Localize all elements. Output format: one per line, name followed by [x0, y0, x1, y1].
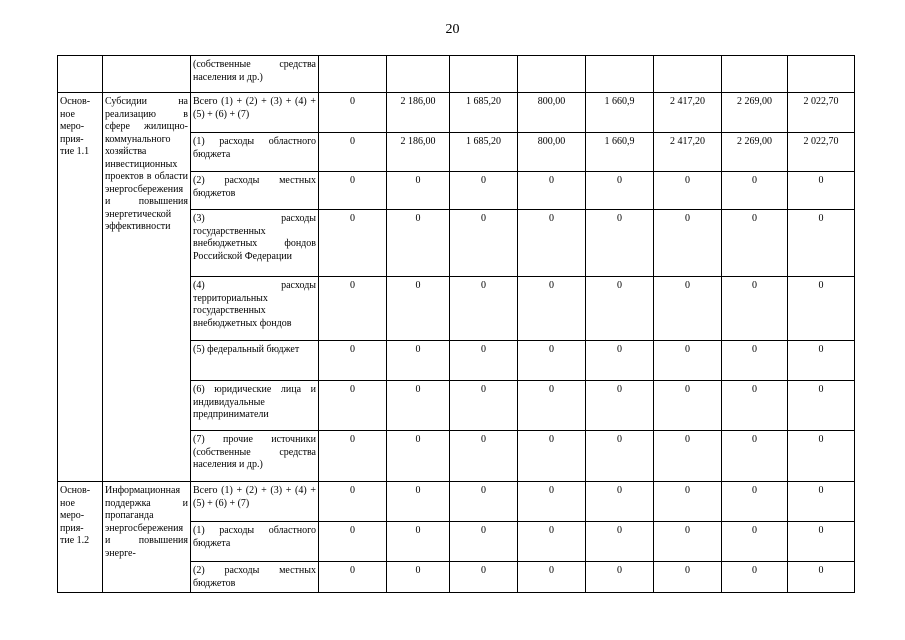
value-cell — [654, 56, 722, 93]
value-cell: 0 — [722, 210, 788, 277]
value-cell: 0 — [654, 210, 722, 277]
value-cell: 0 — [319, 277, 387, 341]
value-cell: 0 — [387, 277, 450, 341]
value-cell: 0 — [518, 210, 586, 277]
value-cell: 0 — [788, 562, 855, 593]
value-cell: 0 — [387, 381, 450, 431]
value-cell: 0 — [450, 562, 518, 593]
measure-code: Основ- ное меро- прия- тие 1.2 — [60, 485, 91, 546]
funding-source-cell: (собственные средства населения и др.) — [191, 56, 319, 93]
empty-cell — [103, 56, 191, 93]
value-cell: 0 — [586, 482, 654, 522]
table-row — [58, 56, 855, 93]
value-cell — [722, 56, 788, 93]
funding-table — [57, 55, 855, 593]
value-cell: 1 660,9 — [586, 133, 654, 172]
value-cell: 0 — [654, 562, 722, 593]
value-cell: 2 417,20 — [654, 93, 722, 133]
measure-code-cell — [58, 482, 103, 593]
value-cell: 0 — [387, 172, 450, 210]
value-cell — [518, 56, 586, 93]
value-cell: 0 — [387, 522, 450, 562]
value-cell: 0 — [319, 172, 387, 210]
value-cell: 0 — [387, 210, 450, 277]
value-cell: 0 — [586, 431, 654, 482]
value-cell: 0 — [722, 277, 788, 341]
value-cell: 0 — [450, 522, 518, 562]
value-cell: 0 — [788, 172, 855, 210]
value-cell: 0 — [387, 562, 450, 593]
value-cell: 0 — [722, 522, 788, 562]
value-cell — [450, 56, 518, 93]
value-cell: 0 — [387, 482, 450, 522]
value-cell: 0 — [319, 341, 387, 381]
measure-code: Основ- ное меро- прия- тие 1.1 — [60, 96, 91, 157]
value-cell: 2 022,70 — [788, 133, 855, 172]
value-cell: 0 — [788, 381, 855, 431]
page-number: 20 — [445, 22, 460, 37]
funding-source-cell: (4) расходы территориальных государственных внебюджетных фондов — [191, 277, 319, 341]
value-cell: 0 — [319, 133, 387, 172]
value-cell: 0 — [450, 341, 518, 381]
funding-source-cell: (1) расходы областного бюджета — [191, 133, 319, 172]
value-cell: 0 — [788, 431, 855, 482]
funding-source-cell: (2) расходы местных бюджетов — [191, 562, 319, 593]
value-cell: 2 186,00 — [387, 133, 450, 172]
measure-code-cell — [58, 93, 103, 482]
value-cell: 0 — [450, 381, 518, 431]
funding-source-cell: (5) федеральный бюджет — [191, 341, 319, 381]
value-cell: 0 — [654, 522, 722, 562]
value-cell: 2 269,00 — [722, 93, 788, 133]
value-cell: 0 — [450, 172, 518, 210]
value-cell: 0 — [654, 172, 722, 210]
value-cell: 0 — [518, 381, 586, 431]
value-cell — [788, 56, 855, 93]
value-cell: 0 — [387, 341, 450, 381]
value-cell: 0 — [788, 482, 855, 522]
value-cell: 2 186,00 — [387, 93, 450, 133]
value-cell: 0 — [518, 431, 586, 482]
value-cell: 0 — [319, 482, 387, 522]
value-cell: 0 — [654, 431, 722, 482]
value-cell: 0 — [654, 381, 722, 431]
value-cell: 800,00 — [518, 93, 586, 133]
value-cell: 0 — [450, 482, 518, 522]
value-cell: 1 685,20 — [450, 133, 518, 172]
value-cell: 0 — [788, 210, 855, 277]
value-cell: 0 — [788, 522, 855, 562]
table-row — [58, 482, 855, 522]
value-cell: 0 — [518, 341, 586, 381]
funding-source-cell: (7) прочие источники (собственные средства населения и др.) — [191, 431, 319, 482]
value-cell: 0 — [586, 562, 654, 593]
value-cell: 0 — [319, 562, 387, 593]
value-cell: 0 — [722, 381, 788, 431]
value-cell: 1 660,9 — [586, 93, 654, 133]
value-cell: 0 — [654, 482, 722, 522]
value-cell: 2 269,00 — [722, 133, 788, 172]
value-cell: 2 022,70 — [788, 93, 855, 133]
value-cell: 0 — [319, 210, 387, 277]
value-cell: 0 — [788, 341, 855, 381]
value-cell: 0 — [586, 522, 654, 562]
value-cell: 0 — [722, 482, 788, 522]
value-cell: 0 — [586, 341, 654, 381]
value-cell: 0 — [387, 431, 450, 482]
value-cell: 800,00 — [518, 133, 586, 172]
value-cell: 2 417,20 — [654, 133, 722, 172]
value-cell — [586, 56, 654, 93]
funding-source-cell: (1) расходы областного бюджета — [191, 522, 319, 562]
measure-name-cell: Информационная поддержка и пропаганда энергосбережения и повышения энерге- — [103, 482, 191, 593]
value-cell: 0 — [319, 93, 387, 133]
value-cell: 0 — [518, 562, 586, 593]
value-cell — [387, 56, 450, 93]
value-cell: 0 — [319, 431, 387, 482]
value-cell: 0 — [722, 562, 788, 593]
value-cell: 0 — [518, 482, 586, 522]
value-cell: 0 — [586, 172, 654, 210]
funding-source-cell: Всего (1) + (2) + (3) + (4) + (5) + (6) + (7) — [191, 93, 319, 133]
funding-source-cell: Всего (1) + (2) + (3) + (4) + (5) + (6) + (7) — [191, 482, 319, 522]
value-cell: 0 — [518, 277, 586, 341]
value-cell: 0 — [586, 277, 654, 341]
value-cell: 0 — [450, 431, 518, 482]
value-cell: 0 — [586, 210, 654, 277]
value-cell: 0 — [722, 341, 788, 381]
value-cell: 0 — [319, 522, 387, 562]
table-row — [58, 93, 855, 133]
funding-source-cell: (6) юридические лица и индивидуальные предприниматели — [191, 381, 319, 431]
value-cell: 0 — [654, 341, 722, 381]
value-cell: 0 — [518, 522, 586, 562]
value-cell: 0 — [788, 277, 855, 341]
value-cell: 0 — [722, 172, 788, 210]
value-cell: 1 685,20 — [450, 93, 518, 133]
measure-name-cell: Субсидии на реализацию в сфере жилищно-коммунального хозяйства инвестиционных проектов в области энергосбережения и повышения энергетической эффективности — [103, 93, 191, 482]
value-cell: 0 — [450, 277, 518, 341]
value-cell: 0 — [518, 172, 586, 210]
value-cell: 0 — [319, 381, 387, 431]
value-cell — [319, 56, 387, 93]
value-cell: 0 — [654, 277, 722, 341]
value-cell: 0 — [450, 210, 518, 277]
value-cell: 0 — [586, 381, 654, 431]
value-cell: 0 — [722, 431, 788, 482]
funding-source-cell: (2) расходы местных бюджетов — [191, 172, 319, 210]
funding-source-cell: (3) расходы государственных внебюджетных фондов Российской Федерации — [191, 210, 319, 277]
empty-cell — [58, 56, 103, 93]
